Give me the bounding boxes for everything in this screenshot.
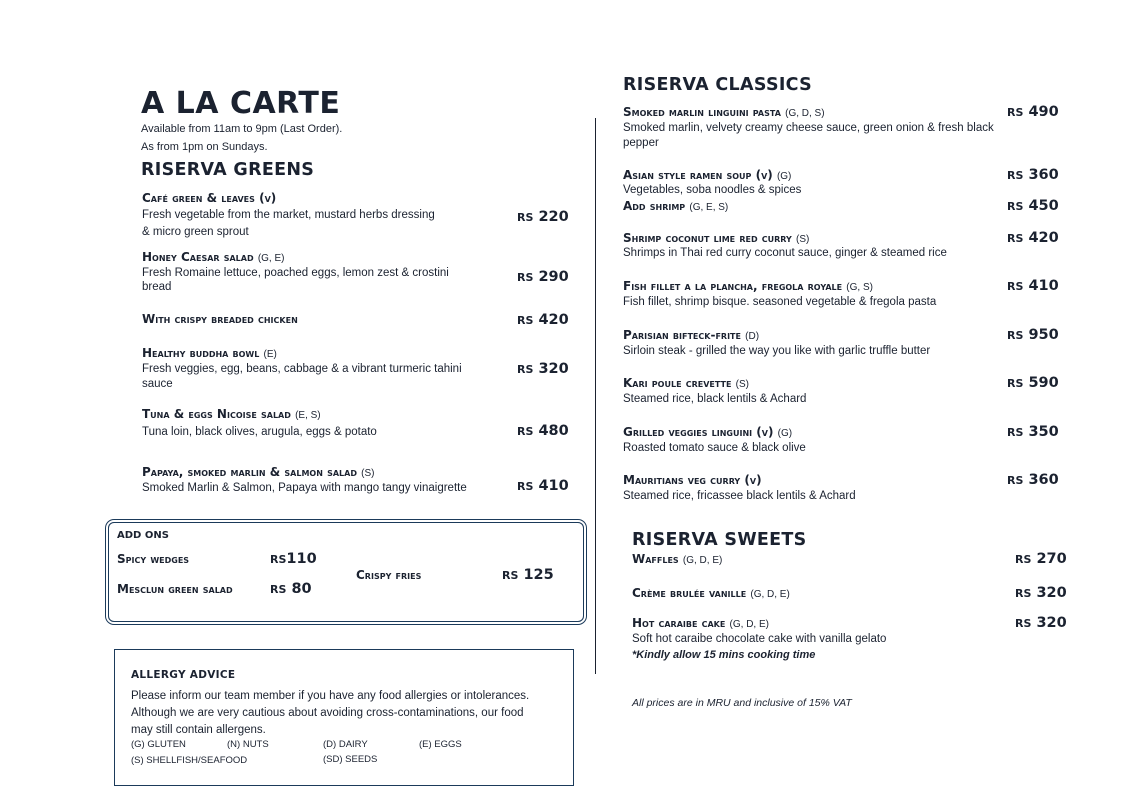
allergy-code: (D) DAIRY <box>323 739 368 750</box>
menu-item-desc: Roasted tomato sauce & black olive <box>623 442 806 454</box>
menu-item-desc: Fish fillet, shrimp bisque. seasoned vegetable & fregola pasta <box>623 296 937 308</box>
menu-item-price: RS 450 <box>1007 198 1059 214</box>
menu-item-price: RS 350 <box>1007 424 1059 440</box>
menu-item-name: Café green & leaves (v) <box>142 191 277 205</box>
menu-item-name: Tuna & eggs Nicoise salad (E, S) <box>142 407 321 421</box>
menu-item-name: Add shrimp (G, E, S) <box>623 199 729 213</box>
allergy-text: Although we are very cautious about avoiding cross-contaminations, our food <box>131 707 524 719</box>
menu-item-price: RS 360 <box>1007 167 1059 183</box>
menu-item-name: With crispy breaded chicken <box>142 312 298 326</box>
menu-item-price: RS 480 <box>517 423 569 439</box>
menu-item-desc: Soft hot caraibe chocolate cake with vanilla gelato <box>632 633 887 645</box>
menu-item-desc: Fresh veggies, egg, beans, cabbage & a vibrant turmeric tahini <box>142 363 462 375</box>
menu-item-name: Smoked marlin linguini pasta (G, D, S) <box>623 105 825 119</box>
availability-line-2: As from 1pm on Sundays. <box>141 141 268 153</box>
menu-item-price: RS 950 <box>1007 327 1059 343</box>
availability-line-1: Available from 11am to 9pm (Last Order). <box>141 123 343 135</box>
menu-item-name: Asian style ramen soup (v) (G) <box>623 168 792 182</box>
menu-item-name: Waffles (G, D, E) <box>632 552 723 566</box>
menu-item-price: RS 220 <box>517 209 569 225</box>
menu-item-desc: pepper <box>623 137 659 149</box>
menu-item-desc: Shrimps in Thai red curry coconut sauce, ginger & steamed rice <box>623 247 947 259</box>
menu-item-desc: Tuna loin, black olives, arugula, eggs & potato <box>142 426 377 438</box>
addon-price: RS 125 <box>502 567 554 583</box>
menu-item-desc: Steamed rice, fricassee black lentils & Achard <box>623 490 856 502</box>
allergy-code: (N) NUTS <box>227 739 269 750</box>
menu-item-price: RS 320 <box>1015 585 1067 601</box>
addon-price: RS110 <box>270 551 317 567</box>
menu-item-desc: Fresh Romaine lettuce, poached eggs, lemon zest & crostini <box>142 267 449 279</box>
menu-item-price: RS 290 <box>517 269 569 285</box>
menu-item-desc: bread <box>142 281 172 293</box>
menu-item-price: RS 320 <box>517 361 569 377</box>
menu-item-price: RS 270 <box>1015 551 1067 567</box>
allergy-title: ALLERGY ADVICE <box>131 669 236 681</box>
addon-name: Crispy fries <box>356 568 422 582</box>
menu-item-price: RS 490 <box>1007 104 1059 120</box>
menu-item-desc: & micro green sprout <box>142 226 249 238</box>
menu-item-name: Parisian bifteck-frite (D) <box>623 328 760 342</box>
section-title-greens: RISERVA GREENS <box>141 160 315 180</box>
menu-item-name: Hot caraibe cake (G, D, E) <box>632 616 769 630</box>
menu-item-price: RS 360 <box>1007 472 1059 488</box>
cooking-time-note: *Kindly allow 15 mins cooking time <box>632 649 816 661</box>
menu-item-name: Fish fillet a la plancha, fregola royale (G, S) <box>623 279 873 293</box>
menu-item-desc: Vegetables, soba noodles & spices <box>623 184 802 196</box>
menu-item-desc: Sirloin steak - grilled the way you like with garlic truffle butter <box>623 345 931 357</box>
allergy-text: Please inform our team member if you have any food allergies or intolerances. <box>131 690 530 702</box>
menu-item-price: RS 420 <box>1007 230 1059 246</box>
menu-item-name: Papaya, smoked marlin & salmon salad (S) <box>142 465 375 479</box>
menu-item-desc: Smoked marlin, velvety creamy cheese sauce, green onion & fresh black <box>623 122 994 134</box>
menu-item-name: Grilled veggies linguini (v) (G) <box>623 425 793 439</box>
menu-item-desc: Steamed rice, black lentils & Achard <box>623 393 807 405</box>
menu-item-price: RS 590 <box>1007 375 1059 391</box>
addons-title: ADD ONS <box>117 530 169 541</box>
menu-item-desc: Smoked Marlin & Salmon, Papaya with mango tangy vinaigrette <box>142 482 467 494</box>
addon-price: RS 80 <box>270 581 312 597</box>
menu-item-name: Kari poule crevette (S) <box>623 376 749 390</box>
allergy-code: (G) GLUTEN <box>131 739 186 750</box>
addon-name: Spicy wedges <box>117 552 190 566</box>
allergy-text: may still contain allergens. <box>131 724 266 736</box>
menu-item-price: RS 410 <box>517 478 569 494</box>
allergy-code: (E) EGGS <box>419 739 462 750</box>
menu-item-desc: Fresh vegetable from the market, mustard herbs dressing <box>142 209 435 221</box>
column-divider <box>595 118 596 674</box>
allergy-code: (SD) SEEDS <box>323 754 378 765</box>
section-title-classics: RISERVA CLASSICS <box>623 75 813 95</box>
page-title: A LA CARTE <box>141 86 341 121</box>
section-title-sweets: RISERVA SWEETS <box>632 530 807 550</box>
menu-item-name: Healthy buddha bowl (E) <box>142 346 277 360</box>
menu-item-name: Mauritians veg curry (v) <box>623 473 762 487</box>
menu-item-price: RS 320 <box>1015 615 1067 631</box>
addon-name: Mesclun green salad <box>117 582 233 596</box>
prices-note: All prices are in MRU and inclusive of 15% VAT <box>632 697 852 709</box>
menu-item-name: Crème brulée vanille (G, D, E) <box>632 586 790 600</box>
menu-item-price: RS 420 <box>517 312 569 328</box>
menu-item-price: RS 410 <box>1007 278 1059 294</box>
menu-item-name: Shrimp coconut lime red curry (S) <box>623 231 810 245</box>
menu-item-name: Honey Caesar salad (G, E) <box>142 250 285 264</box>
menu-item-desc: sauce <box>142 378 173 390</box>
allergy-code: (S) SHELLFISH/SEAFOOD <box>131 755 248 766</box>
